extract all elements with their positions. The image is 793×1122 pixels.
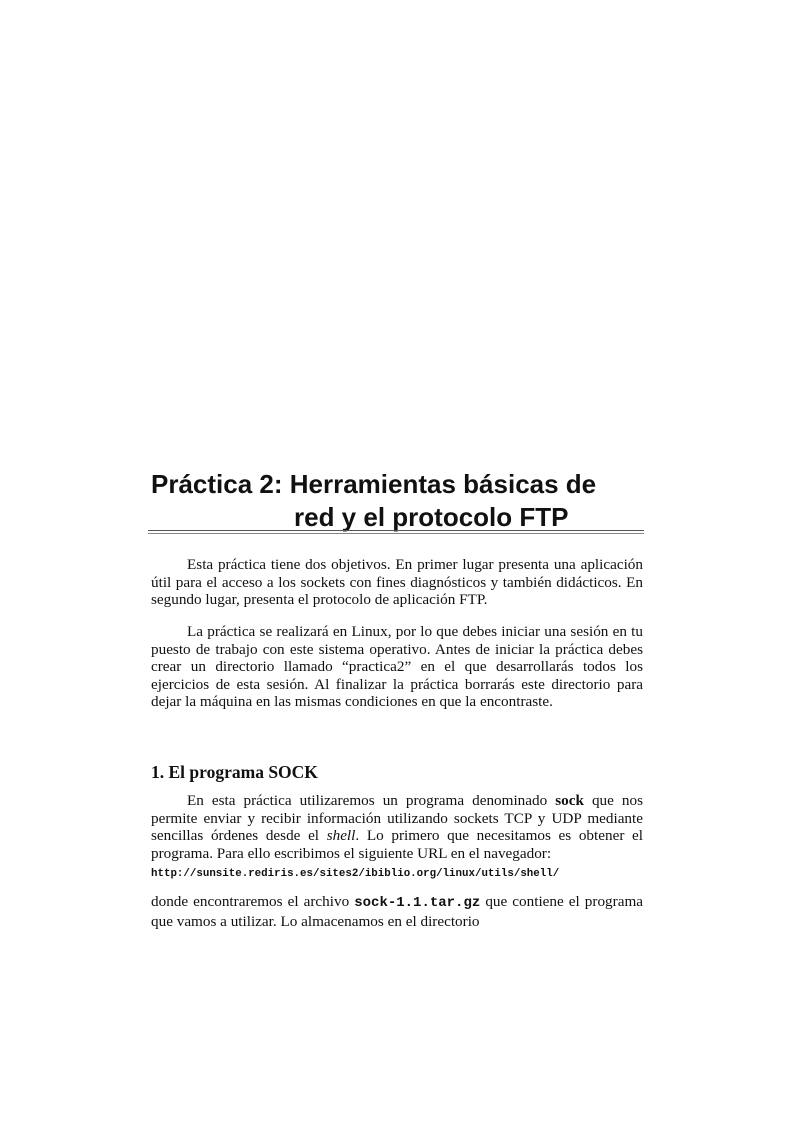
page-title — [151, 468, 643, 534]
intro-paragraph-2-block — [151, 623, 643, 711]
title-rule-upper — [148, 530, 644, 531]
section-paragraph-1-block — [151, 792, 643, 862]
section-p1-text-b: que nos permite enviar y recibir información utilizando sockets TCP y UDP mediante sencillas órdenes desde el — [151, 792, 643, 845]
intro-paragraph-1-block — [151, 556, 643, 609]
download-url[interactable]: http://sunsite.rediris.es/sites2/ibiblio.org/linux/utils/shell/ — [151, 868, 560, 880]
archive-filename: sock-1.1.tar.gz — [354, 895, 481, 911]
intro-paragraph-2: La práctica se realizará en Linux, por lo que debes iniciar una sesión en tu puesto de trabajo con este sistema operativo. Antes de iniciar la práctica debes crear un directorio llamado “practica2” en el que desarrollarás todos los ejercicios de esta sesión. Al finalizar la práctica borrarás este directorio para dejar la máquina en las mismas condiciones en que la encontraste. — [151, 623, 643, 711]
program-name: sock — [555, 792, 584, 809]
section-p2-text-b: que contiene el programa que vamos a utilizar. Lo almacenamos en el directorio — [151, 893, 644, 930]
section-p1-text-c: . Lo primero que necesitamos es obtener el programa. Para ello escribimos el siguiente URL en el navegador: — [151, 827, 643, 862]
page-title-line-2: red y el protocolo FTP — [294, 502, 569, 532]
section-heading: 1. El programa SOCK — [151, 762, 318, 782]
section-p1-text-a: En esta práctica utilizaremos un programa denominado — [187, 792, 556, 809]
section-paragraph-2 — [151, 893, 643, 930]
title-rule-lower — [148, 533, 644, 534]
section-p2-text-a: donde encontraremos el archivo — [151, 893, 355, 910]
intro-paragraph-1: Esta práctica tiene dos objetivos. En primer lugar presenta una aplicación útil para el acceso a los sockets con fines diagnósticos y también didácticos. En segundo lugar, presenta el protocolo de aplicación FTP. — [151, 556, 643, 609]
shell-term: shell — [326, 827, 356, 845]
section-paragraph-2-block — [151, 893, 643, 930]
page-title-line-1: Práctica 2: Herramientas básicas de — [151, 469, 597, 499]
section-paragraph-1 — [151, 792, 643, 862]
